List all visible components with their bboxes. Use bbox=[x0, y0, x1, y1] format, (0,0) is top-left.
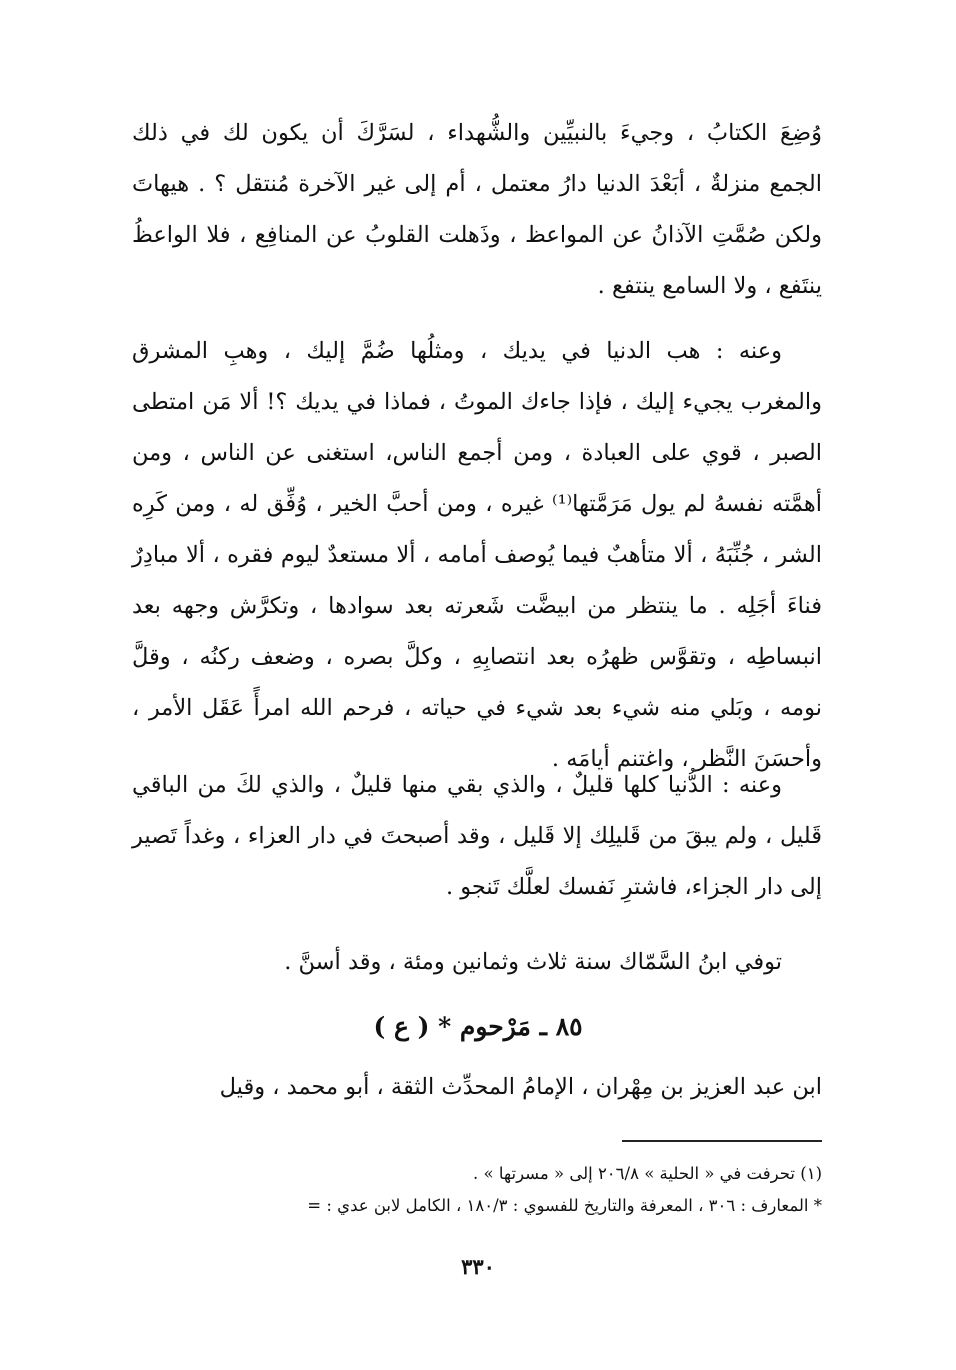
text-line: قَليل ، ولم يبقَ من قَليلِك إلا قَليل ، وقد أصبحتَ في دار العزاء ، وغداً تَصير bbox=[132, 823, 822, 849]
text-line: وُضِعَ الكتابُ ، وجيءَ بالنبيِّين والشُّهداء ، لسَرَّكَ أن يكون لك في ذلك bbox=[132, 120, 822, 146]
text-line: أهمَّته نفسهُ لم يول مَرَمَّتها⁽¹⁾ غيره ، ومن أحبَّ الخير ، وُفِّق له ، ومن كَرِه bbox=[132, 491, 822, 517]
text-line: وأحسَنَ النَّظر ، واغتنم أيامَه . bbox=[551, 746, 822, 772]
paragraph-1 bbox=[132, 108, 822, 312]
text-line: والمغرب يجيء إليك ، فإذا جاءك الموتُ ، فماذا في يديك ؟! ألا مَن امتطى bbox=[132, 389, 822, 415]
text-line: انبساطِه ، وتقوَّس ظهرُه بعد انتصابِهِ ، وكلَّ بصره ، وضعف ركنُه ، وقلَّ bbox=[132, 644, 822, 670]
footnote-2: * المعارف : ٣٠٦ ، المعرفة والتاريخ للفسوي : ١٨٠/٣ ، الكامل لابن عدي : = bbox=[307, 1196, 822, 1215]
text-line: فناءَ أجَلِه . ما ينتظر من ابيضَّت شَعرته بعد سوادها ، وتكرَّش وجهه بعد bbox=[132, 593, 822, 619]
text-line: توفي ابنُ السَّمّاك سنة ثلاث وثمانين ومئة ، وقد أسنَّ . bbox=[284, 949, 782, 975]
text-line: إلى دار الجزاء، فاشترِ نَفسك لعلَّك تَنجو . bbox=[445, 874, 822, 900]
text-line: الصبر ، قوي على العبادة ، ومن أجمع الناس، استغنى عن الناس ، ومن bbox=[132, 440, 822, 466]
page-number: ٣٣٠ bbox=[461, 1254, 495, 1279]
text-line: وعنه : الدُّنيا كلها قليلٌ ، والذي بقي منها قليلٌ ، والذي لكَ من الباقي bbox=[132, 772, 782, 798]
footnotes bbox=[122, 1158, 822, 1222]
paragraph-3 bbox=[132, 760, 822, 913]
text-line: الشر ، جُنِّبَهُ ، ألا متأهبٌ فيما يُوصف أمامه ، ألا مستعدٌ ليوم فقره ، ألا مبادِرٌ bbox=[132, 542, 822, 568]
text-line: نومه ، وبَلي منه شيء بعد شيء في حياته ، فرحم الله امرأً عَقَل الأمر ، bbox=[132, 695, 822, 721]
footnote-divider bbox=[622, 1140, 822, 1142]
text-line: الجمع منزلةٌ ، أبَعْدَ الدنيا دارُ معتمل ، أم إلى غير الآخرة مُنتقل ؟ . هيهاتَ bbox=[132, 171, 822, 197]
text-line: ابن عبد العزيز بن مِهْران ، الإمامُ المحدِّث الثقة ، أبو محمد ، وقيل bbox=[219, 1074, 822, 1100]
paragraph-5 bbox=[132, 1062, 822, 1113]
text-line: ولكن صُمَّتِ الآذانُ عن المواعظ ، وذَهلت القلوبُ عن المنافِع ، فلا الواعظُ bbox=[132, 222, 822, 248]
text-line: ينتَفع ، ولا السامع ينتفع . bbox=[597, 273, 822, 299]
text-line: وعنه : هب الدنيا في يديك ، ومثلُها ضُمَّ إليك ، وهبِ المشرق bbox=[132, 338, 782, 364]
entry-heading: ٨٥ ـ مَرْحوم * ( ع ) bbox=[373, 1012, 583, 1041]
paragraph-2 bbox=[132, 326, 822, 785]
footnote-1: (١) تحرفت في « الحلية » ٢٠٦/٨ إلى « مسرتها » . bbox=[473, 1164, 822, 1183]
paragraph-4 bbox=[132, 937, 822, 988]
